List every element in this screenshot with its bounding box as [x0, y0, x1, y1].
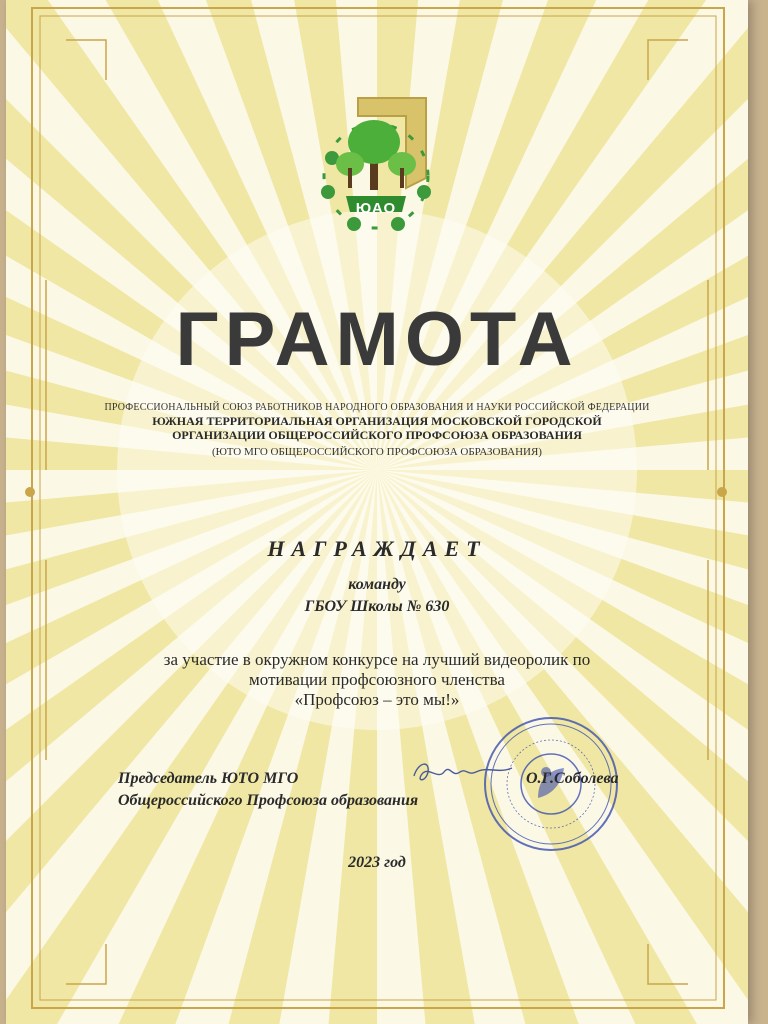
org-abbreviation: (ЮТО МГО ОБЩЕРОССИЙСКОГО ПРОФСОЮЗА ОБРАЗОВАНИЯ): [212, 446, 542, 458]
signer-title-line-2: Общероссийского Профсоюза образования: [118, 792, 419, 809]
organization-logo: [306, 88, 446, 248]
handwritten-signature: [408, 754, 528, 794]
recipient-block: [6, 574, 748, 618]
signer-name: О.Г.Соболева: [526, 770, 619, 787]
org-union-line: ПРОФЕССИОНАЛЬНЫЙ СОЮЗ РАБОТНИКОВ НАРОДНОГО ОБРАЗОВАНИЯ И НАУКИ РОССИЙСКОЙ ФЕДЕРАЦИИ: [104, 402, 650, 413]
org-name-line-1: ЮЖНАЯ ТЕРРИТОРИАЛЬНАЯ ОРГАНИЗАЦИЯ МОСКОВСКОЙ ГОРОДСКОЙ: [152, 414, 602, 428]
awards-heading: НАГРАЖДАЕТ: [267, 536, 487, 561]
org-name-block: [6, 414, 748, 442]
certificate-title: ГРАМОТА: [175, 297, 579, 382]
reason-line-1: за участие в окружном конкурсе на лучший видеоролик по: [163, 650, 591, 669]
org-name-line-2: ОРГАНИЗАЦИИ ОБЩЕРОССИЙСКОГО ПРОФСОЮЗА ОБРАЗОВАНИЯ: [172, 428, 582, 442]
recipient-type: команду: [348, 576, 406, 593]
logo-text: ЮАО: [355, 200, 397, 217]
reason-line-2: мотивации профсоюзного членства: [249, 670, 505, 689]
certificate-paper: [6, 0, 748, 1024]
reason-line-3: «Профсоюз – это мы!»: [294, 690, 460, 709]
recipient-name: ГБОУ Школы № 630: [304, 598, 450, 615]
signer-title-line-1: Председатель ЮТО МГО: [118, 770, 299, 787]
certificate-year: 2023 год: [348, 854, 406, 871]
signer-title: [118, 768, 418, 812]
award-reason: [6, 650, 748, 710]
